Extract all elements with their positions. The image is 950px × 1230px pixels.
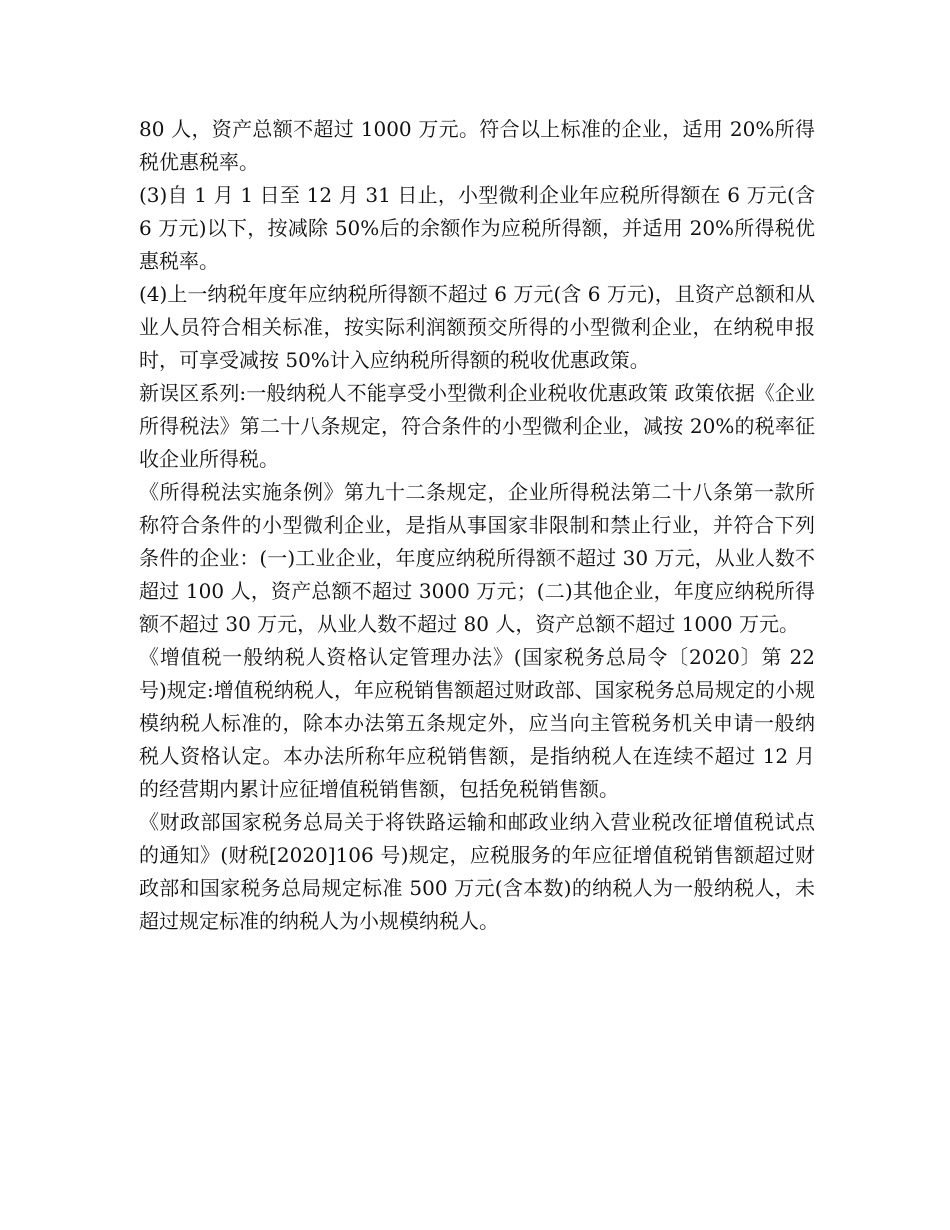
paragraph-misconception-policy-basis: 新误区系列:一般纳税人不能享受小型微利企业税收优惠政策 政策依据《企业所得税法》第二十八条规定，符合条件的小型微利企业，减按 20%的税率征收企业所得税。 bbox=[139, 381, 815, 471]
paragraph-implementation-regulations: 《所得税法实施条例》第九十二条规定，企业所得税法第二十八条第一款所称符合条件的小型微利企业，是指从事国家非限制和禁止行业，并符合下列条件的企业：(一)工业企业，年度应纳税所得额不超过 30 万元，从业人数不超过 100 人，资产总额不超过 3000 万元；(二)其他企业，年度应纳税所得额不超过 30 万元，从业人数不超过 80 人，资产总额不超过 1000 万元。 bbox=[139, 480, 815, 636]
paragraph-railway-postal-vat-notice: 《财政部国家税务总局关于将铁路运输和邮政业纳入营业税改征增值税试点的通知》(财税[2020]106 号)规定，应税服务的年应征增值税销售额超过财政部和国家税务总局规定标准 500 万元(含本数)的纳税人为一般纳税人，未超过规定标准的纳税人为小规模纳税人。 bbox=[139, 810, 815, 933]
paragraph-item-4: (4)上一纳税年度年应纳税所得额不超过 6 万元(含 6 万元)，且资产总额和从业人员符合相关标准，按实际利润额预交所得的小型微利企业，在纳税申报时，可享受减按 50%计入应纳税所得额的税收优惠政策。 bbox=[139, 282, 815, 372]
paragraph-item-3: (3)自 1 月 1 日至 12 月 31 日止，小型微利企业年应税所得额在 6 万元(含 6 万元)以下，按减除 50%后的余额作为应税所得额，并适用 20%所得税优惠税率。 bbox=[139, 183, 815, 273]
document-page bbox=[139, 113, 815, 938]
paragraph-small-enterprise-criteria: 80 人，资产总额不超过 1000 万元。符合以上标准的企业，适用 20%所得税优惠税率。 bbox=[139, 117, 815, 174]
paragraph-vat-general-taxpayer-measures: 《增值税一般纳税人资格认定管理办法》(国家税务总局令〔2020〕第 22 号)规定:增值税纳税人，年应税销售额超过财政部、国家税务总局规定的小规模纳税人标准的，除本办法第五条规定外，应当向主管税务机关申请一般纳税人资格认定。本办法所称年应税销售额，是指纳税人在连续不超过 12 月的经营期内累计应征增值税销售额，包括免税销售额。 bbox=[139, 645, 815, 801]
